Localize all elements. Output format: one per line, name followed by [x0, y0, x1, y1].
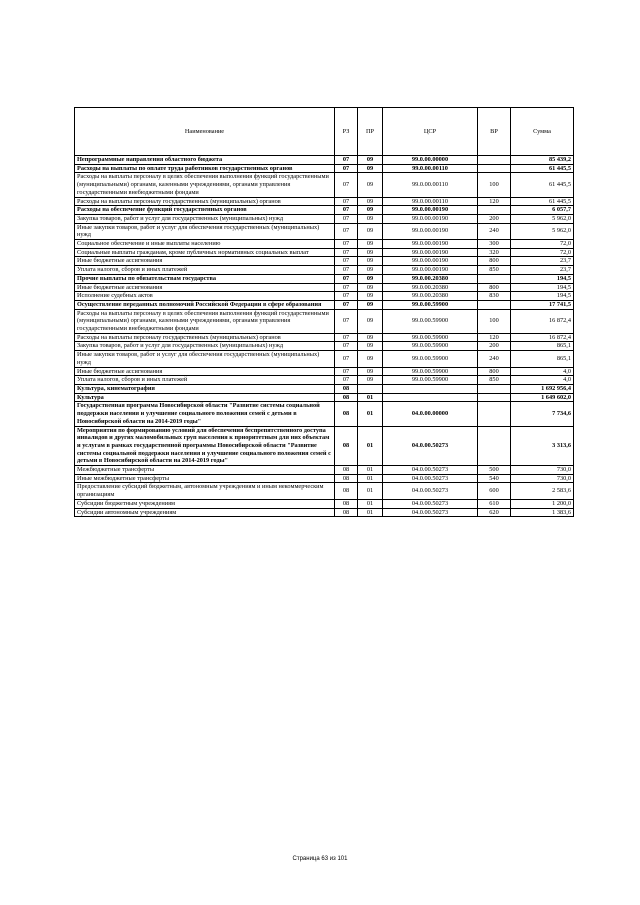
- row-csr-cell: 99.0.00.59900: [383, 351, 478, 367]
- row-csr-cell: 99.0.00.59900: [383, 309, 478, 333]
- row-csr-cell: 99.0.00.00110: [383, 164, 478, 173]
- row-rz-cell: 07: [335, 206, 358, 215]
- row-name-cell: Иные бюджетные ассигнования: [75, 283, 335, 292]
- row-rz-cell: 08: [335, 499, 358, 508]
- row-name-cell: Уплата налогов, сборов и иных платежей: [75, 376, 335, 385]
- row-vr-cell: [478, 206, 511, 215]
- row-rz-cell: 07: [335, 333, 358, 342]
- row-rz-cell: 07: [335, 223, 358, 239]
- row-vr-cell: 300: [478, 240, 511, 249]
- row-csr-cell: 99.0.00.59900: [383, 333, 478, 342]
- row-pr-cell: 09: [358, 376, 383, 385]
- row-name-cell: Государственная программа Новосибирской области "Развитие системы социальной поддержки населения и улучшение социального положения семей с детьми в Новосибирской области на 2014-2019 годы": [75, 402, 335, 426]
- row-pr-cell: 09: [358, 367, 383, 376]
- row-name-cell: Иные бюджетные ассигнования: [75, 367, 335, 376]
- row-vr-cell: 610: [478, 499, 511, 508]
- row-rz-cell: 07: [335, 342, 358, 351]
- header-vr: ВР: [478, 108, 511, 156]
- row-name-cell: Расходы на выплаты персоналу в целях обеспечения выполнения функций государственными (муниципальными) органами, казенными учреждениями, органами управления государственными внебюджетными фондами: [75, 173, 335, 197]
- row-vr-cell: 200: [478, 214, 511, 223]
- table-row: [75, 309, 574, 333]
- row-rz-cell: 07: [335, 240, 358, 249]
- row-sum-cell: 194,5: [511, 283, 574, 292]
- row-sum-cell: 4,0: [511, 376, 574, 385]
- row-pr-cell: 01: [358, 402, 383, 426]
- row-pr-cell: 09: [358, 333, 383, 342]
- page-footer: Страница 63 из 101: [292, 856, 348, 862]
- row-vr-cell: [478, 393, 511, 402]
- row-sum-cell: 3 313,6: [511, 426, 574, 466]
- table-row: [75, 393, 574, 402]
- row-name-cell: Межбюджетные трансферты: [75, 466, 335, 475]
- row-csr-cell: 99.0.00.00190: [383, 206, 478, 215]
- table-row: [75, 197, 574, 206]
- row-csr-cell: 99.0.00.20380: [383, 292, 478, 301]
- row-vr-cell: 120: [478, 197, 511, 206]
- table-row: [75, 173, 574, 197]
- row-rz-cell: 07: [335, 367, 358, 376]
- row-sum-cell: 6 057,7: [511, 206, 574, 215]
- row-csr-cell: 99.0.00.00190: [383, 240, 478, 249]
- table-header: [75, 108, 574, 156]
- row-name-cell: Иные межбюджетные трансферты: [75, 474, 335, 483]
- row-vr-cell: 850: [478, 266, 511, 275]
- row-vr-cell: [478, 164, 511, 173]
- row-vr-cell: 800: [478, 283, 511, 292]
- row-name-cell: Культура: [75, 393, 335, 402]
- row-sum-cell: 730,0: [511, 474, 574, 483]
- row-csr-cell: 99.0.00.59900: [383, 376, 478, 385]
- row-rz-cell: 07: [335, 197, 358, 206]
- row-pr-cell: 01: [358, 466, 383, 475]
- row-rz-cell: 08: [335, 474, 358, 483]
- row-csr-cell: 04.0.00.50273: [383, 483, 478, 499]
- row-sum-cell: 72,0: [511, 248, 574, 257]
- row-rz-cell: 07: [335, 257, 358, 266]
- table-row: [75, 333, 574, 342]
- row-name-cell: Расходы на выплаты персоналу государственных (муниципальных) органов: [75, 333, 335, 342]
- table-row: [75, 300, 574, 309]
- row-pr-cell: 09: [358, 223, 383, 239]
- row-pr-cell: 09: [358, 351, 383, 367]
- row-csr-cell: 04.0.00.00000: [383, 402, 478, 426]
- row-name-cell: Непрограммные направления областного бюджета: [75, 156, 335, 165]
- row-sum-cell: 23,7: [511, 257, 574, 266]
- table-row: [75, 248, 574, 257]
- row-vr-cell: 600: [478, 483, 511, 499]
- row-name-cell: Культура, кинематография: [75, 384, 335, 393]
- row-sum-cell: 1 200,0: [511, 499, 574, 508]
- row-name-cell: Осуществление переданных полномочий Российской Федерации в сфере образования: [75, 300, 335, 309]
- table-row: [75, 164, 574, 173]
- row-csr-cell: 04.0.00.50273: [383, 474, 478, 483]
- table-row: [75, 466, 574, 475]
- row-pr-cell: 01: [358, 499, 383, 508]
- row-vr-cell: 240: [478, 351, 511, 367]
- table-row: [75, 351, 574, 367]
- row-rz-cell: 07: [335, 266, 358, 275]
- row-rz-cell: 08: [335, 426, 358, 466]
- table-row: [75, 257, 574, 266]
- row-sum-cell: 1 692 956,4: [511, 384, 574, 393]
- row-pr-cell: 01: [358, 483, 383, 499]
- row-csr-cell: 99.0.00.00190: [383, 266, 478, 275]
- table-row: [75, 426, 574, 466]
- row-csr-cell: 99.0.00.00000: [383, 156, 478, 165]
- row-pr-cell: 01: [358, 393, 383, 402]
- row-rz-cell: 07: [335, 351, 358, 367]
- row-csr-cell: 99.0.00.59900: [383, 342, 478, 351]
- row-rz-cell: 07: [335, 156, 358, 165]
- row-rz-cell: 07: [335, 300, 358, 309]
- table-row: [75, 156, 574, 165]
- row-rz-cell: 07: [335, 173, 358, 197]
- row-pr-cell: 09: [358, 248, 383, 257]
- row-csr-cell: 99.0.00.20380: [383, 274, 478, 283]
- row-sum-cell: 61 445,5: [511, 164, 574, 173]
- row-pr-cell: 09: [358, 309, 383, 333]
- row-name-cell: Социальное обеспечение и иные выплаты населению: [75, 240, 335, 249]
- row-rz-cell: 07: [335, 376, 358, 385]
- row-name-cell: Уплата налогов, сборов и иных платежей: [75, 266, 335, 275]
- row-rz-cell: 07: [335, 214, 358, 223]
- row-vr-cell: 830: [478, 292, 511, 301]
- row-name-cell: Социальные выплаты гражданам, кроме публичных нормативных социальных выплат: [75, 248, 335, 257]
- row-pr-cell: 09: [358, 283, 383, 292]
- row-rz-cell: 07: [335, 283, 358, 292]
- row-pr-cell: 09: [358, 266, 383, 275]
- row-pr-cell: 01: [358, 474, 383, 483]
- row-sum-cell: 5 962,0: [511, 223, 574, 239]
- row-csr-cell: 99.0.00.00190: [383, 214, 478, 223]
- row-rz-cell: 08: [335, 466, 358, 475]
- row-name-cell: Иные бюджетные ассигнования: [75, 257, 335, 266]
- table-row: [75, 384, 574, 393]
- table-row: [75, 206, 574, 215]
- table-row: [75, 367, 574, 376]
- table-row: [75, 499, 574, 508]
- row-csr-cell: 99.0.00.00110: [383, 197, 478, 206]
- table-row: [75, 402, 574, 426]
- budget-table: [74, 107, 574, 517]
- row-vr-cell: [478, 384, 511, 393]
- row-rz-cell: 08: [335, 402, 358, 426]
- row-vr-cell: 100: [478, 309, 511, 333]
- row-csr-cell: [383, 393, 478, 402]
- row-name-cell: Предоставление субсидий бюджетным, автономным учреждениям и иным некоммерческим организациям: [75, 483, 335, 499]
- row-pr-cell: 09: [358, 274, 383, 283]
- row-rz-cell: 07: [335, 248, 358, 257]
- row-vr-cell: 800: [478, 257, 511, 266]
- header-rz: РЗ: [335, 108, 358, 156]
- row-vr-cell: 500: [478, 466, 511, 475]
- row-pr-cell: 01: [358, 426, 383, 466]
- header-pr: ПР: [358, 108, 383, 156]
- row-sum-cell: 2 583,6: [511, 483, 574, 499]
- row-sum-cell: 72,0: [511, 240, 574, 249]
- row-pr-cell: 09: [358, 240, 383, 249]
- row-sum-cell: 85 439,2: [511, 156, 574, 165]
- row-csr-cell: 99.0.00.00190: [383, 248, 478, 257]
- row-name-cell: Расходы на выплаты персоналу в целях обеспечения выполнения функций государственными (муниципальными) органами, казенными учреждениями, органами управления государственными внебюджетными фондами: [75, 309, 335, 333]
- row-rz-cell: 08: [335, 483, 358, 499]
- row-pr-cell: [358, 384, 383, 393]
- row-vr-cell: 320: [478, 248, 511, 257]
- row-vr-cell: 120: [478, 333, 511, 342]
- row-sum-cell: 23,7: [511, 266, 574, 275]
- row-vr-cell: [478, 156, 511, 165]
- table-row: [75, 214, 574, 223]
- table-row: [75, 240, 574, 249]
- table-row: [75, 266, 574, 275]
- row-sum-cell: 16 872,4: [511, 309, 574, 333]
- row-sum-cell: 865,1: [511, 342, 574, 351]
- row-vr-cell: 100: [478, 173, 511, 197]
- row-pr-cell: 09: [358, 173, 383, 197]
- row-vr-cell: 800: [478, 367, 511, 376]
- row-rz-cell: 07: [335, 292, 358, 301]
- row-sum-cell: 194,5: [511, 274, 574, 283]
- row-sum-cell: 16 872,4: [511, 333, 574, 342]
- header-row: [75, 108, 574, 156]
- row-name-cell: Иные закупки товаров, работ и услуг для обеспечения государственных (муниципальных) нужд: [75, 223, 335, 239]
- row-csr-cell: 99.0.00.00190: [383, 257, 478, 266]
- row-sum-cell: 4,0: [511, 367, 574, 376]
- header-csr: ЦСР: [383, 108, 478, 156]
- row-sum-cell: 865,1: [511, 351, 574, 367]
- row-pr-cell: 09: [358, 342, 383, 351]
- row-rz-cell: 07: [335, 309, 358, 333]
- row-name-cell: Закупка товаров, работ и услуг для государственных (муниципальных) нужд: [75, 214, 335, 223]
- row-pr-cell: 09: [358, 292, 383, 301]
- row-vr-cell: 850: [478, 376, 511, 385]
- row-name-cell: Расходы на обеспечение функций государственных органов: [75, 206, 335, 215]
- row-sum-cell: 5 962,0: [511, 214, 574, 223]
- row-sum-cell: 61 445,5: [511, 173, 574, 197]
- row-vr-cell: 240: [478, 223, 511, 239]
- row-pr-cell: 09: [358, 156, 383, 165]
- row-sum-cell: 61 445,5: [511, 197, 574, 206]
- row-pr-cell: 09: [358, 214, 383, 223]
- row-name-cell: Мероприятия по формированию условий для обеспечения беспрепятственного доступа инвалидов и других маломобильных груп населения к приоритетным для них объектам и услугам в рамках государственной программы Новосибирской области "Развитие системы социальной поддержки населения и улучшение социального положения семей с детьми в Новосибирской области на 2014-2019 годы": [75, 426, 335, 466]
- row-vr-cell: [478, 402, 511, 426]
- table-row: [75, 223, 574, 239]
- header-sum: Сумма: [511, 108, 574, 156]
- row-sum-cell: 730,0: [511, 466, 574, 475]
- row-sum-cell: 1 649 602,0: [511, 393, 574, 402]
- row-name-cell: Субсидии автономным учреждениям: [75, 508, 335, 517]
- row-vr-cell: 540: [478, 474, 511, 483]
- row-sum-cell: 194,5: [511, 292, 574, 301]
- table-row: [75, 292, 574, 301]
- row-csr-cell: 99.0.00.20380: [383, 283, 478, 292]
- table-body: [75, 156, 574, 517]
- row-rz-cell: 08: [335, 508, 358, 517]
- row-sum-cell: 7 734,6: [511, 402, 574, 426]
- row-csr-cell: 04.0.00.50273: [383, 466, 478, 475]
- row-rz-cell: 08: [335, 384, 358, 393]
- row-pr-cell: 09: [358, 257, 383, 266]
- table-row: [75, 376, 574, 385]
- row-name-cell: Исполнение судебных актов: [75, 292, 335, 301]
- row-csr-cell: 99.0.00.00190: [383, 223, 478, 239]
- row-vr-cell: [478, 300, 511, 309]
- row-csr-cell: 04.0.00.50273: [383, 508, 478, 517]
- row-vr-cell: 200: [478, 342, 511, 351]
- table-row: [75, 274, 574, 283]
- row-name-cell: Прочие выплаты по обязательствам государства: [75, 274, 335, 283]
- table-row: [75, 474, 574, 483]
- row-rz-cell: 07: [335, 164, 358, 173]
- row-vr-cell: 620: [478, 508, 511, 517]
- table-row: [75, 342, 574, 351]
- row-sum-cell: 17 741,5: [511, 300, 574, 309]
- header-name: Наименование: [75, 108, 335, 156]
- row-pr-cell: 09: [358, 300, 383, 309]
- row-csr-cell: 99.0.00.00110: [383, 173, 478, 197]
- table-row: [75, 483, 574, 499]
- row-sum-cell: 1 383,6: [511, 508, 574, 517]
- row-pr-cell: 09: [358, 206, 383, 215]
- row-csr-cell: 99.0.00.59900: [383, 300, 478, 309]
- row-rz-cell: 07: [335, 274, 358, 283]
- row-name-cell: Иные закупки товаров, работ и услуг для обеспечения государственных (муниципальных) нужд: [75, 351, 335, 367]
- row-name-cell: Закупка товаров, работ и услуг для государственных (муниципальных) нужд: [75, 342, 335, 351]
- row-rz-cell: 08: [335, 393, 358, 402]
- row-csr-cell: 99.0.00.59900: [383, 367, 478, 376]
- row-name-cell: Расходы на выплаты по оплате труда работников государственных органов: [75, 164, 335, 173]
- row-vr-cell: [478, 274, 511, 283]
- row-csr-cell: [383, 384, 478, 393]
- row-name-cell: Расходы на выплаты персоналу государственных (муниципальных) органов: [75, 197, 335, 206]
- row-vr-cell: [478, 426, 511, 466]
- row-pr-cell: 01: [358, 508, 383, 517]
- row-csr-cell: 04.0.00.50273: [383, 499, 478, 508]
- table-row: [75, 283, 574, 292]
- row-pr-cell: 09: [358, 164, 383, 173]
- table-row: [75, 508, 574, 517]
- row-name-cell: Субсидии бюджетным учреждениям: [75, 499, 335, 508]
- row-csr-cell: 04.0.00.50273: [383, 426, 478, 466]
- row-pr-cell: 09: [358, 197, 383, 206]
